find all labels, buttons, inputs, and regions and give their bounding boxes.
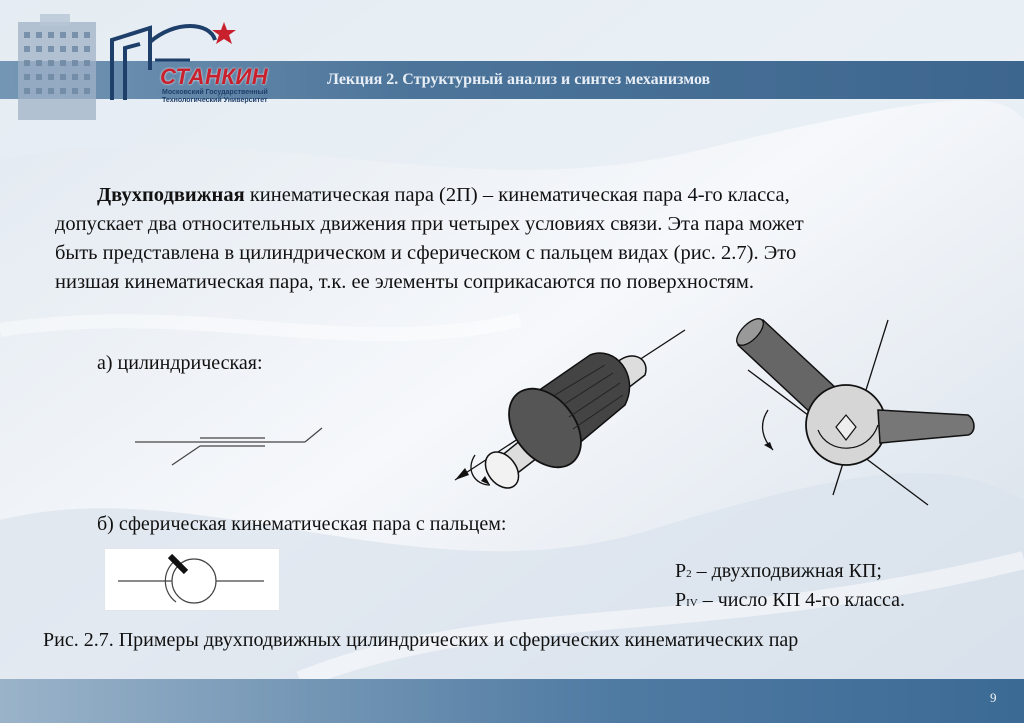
line2: допускает два относительных движения при четырех условиях связи. Эта пара может xyxy=(55,213,804,235)
cylindrical-pair-drawing xyxy=(445,325,695,490)
figure-caption: Рис. 2.7. Примеры двухподвижных цилиндрических и сферических кинематических пар xyxy=(43,629,799,651)
slide-title: Лекция 2. Структурный анализ и синтез механизмов xyxy=(327,71,711,88)
line1: кинематическая пара (2П) – кинематическая пара 4-го класса, xyxy=(244,184,790,206)
label-spherical: б) сферическая кинематическая пара с пальцем: xyxy=(97,513,507,535)
cylindrical-pair-symbol xyxy=(130,420,330,470)
spherical-pair-symbol xyxy=(104,548,284,613)
spherical-pair-drawing xyxy=(728,315,998,510)
definition-paragraph xyxy=(55,181,975,297)
label-cylindrical: а) цилиндрическая: xyxy=(97,352,263,374)
logo-subtitle: Московский Государственный Технологический Университет xyxy=(162,89,268,104)
legend-piv: PIV – число КП 4-го класса. xyxy=(675,589,905,611)
legend-p2: P2 – двухподвижная КП; xyxy=(675,560,882,582)
page-number: 9 xyxy=(990,690,997,705)
line4: низшая кинематическая пара, т.к. ее элементы соприкасаются по поверхностям. xyxy=(55,271,754,293)
bold-term: Двухподвижная xyxy=(97,184,245,206)
line3: быть представлена в цилиндрическом и сферическом с пальцем видах (рис. 2.7). Это xyxy=(55,242,797,264)
footer-band xyxy=(0,679,1024,723)
logo-name: СТАНКИН xyxy=(160,64,269,89)
